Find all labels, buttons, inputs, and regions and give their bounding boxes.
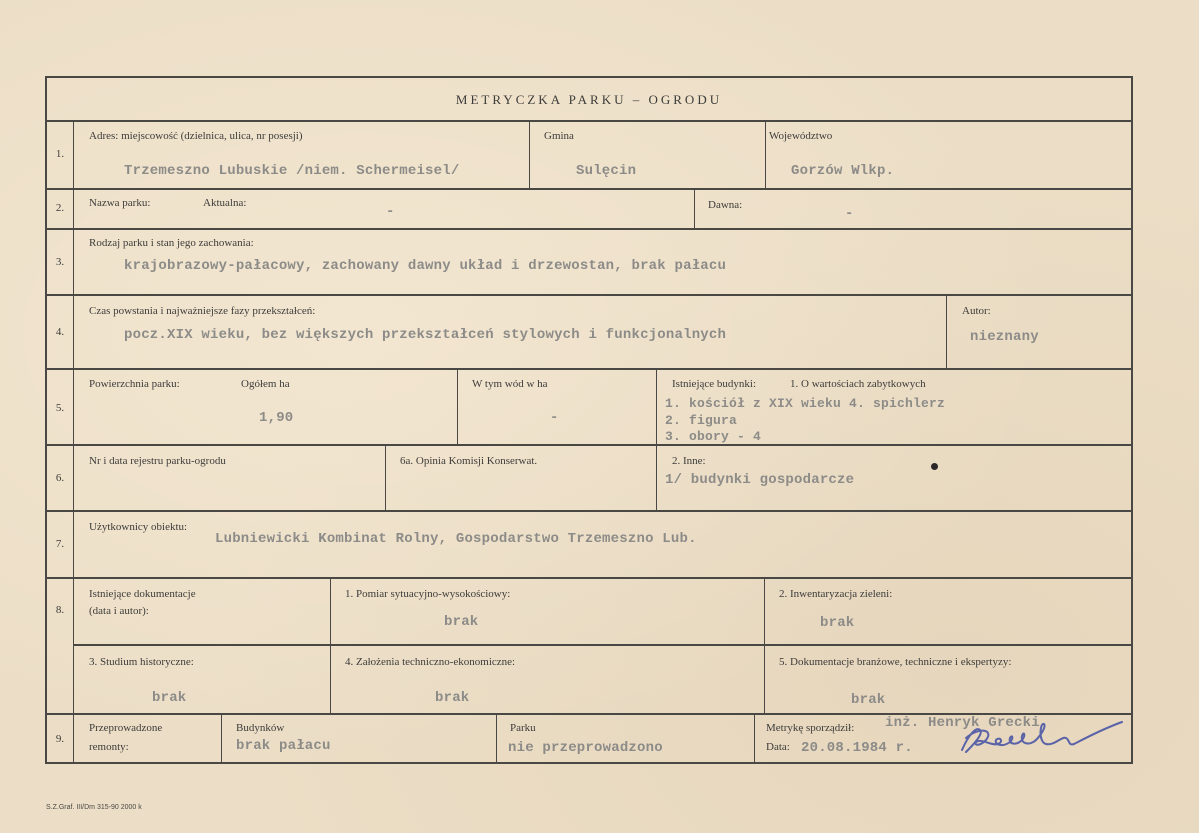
register-label: Nr i data rejestru parku-ogrodu <box>89 455 226 467</box>
repairs-sublabel: remonty: <box>89 741 129 753</box>
users-value: Lubniewicki Kombinat Rolny, Gospodarstwo Trzemeszno Lub. <box>215 531 697 547</box>
cell-divider <box>221 713 222 764</box>
tech-econ-value: brak <box>435 690 470 706</box>
voivodeship-value: Gorzów Wlkp. <box>791 163 895 179</box>
row-number: 1. <box>55 148 65 160</box>
form-footer-code: S.Z.Graf. III/Dm 315-90 2000 k <box>46 804 142 811</box>
cell-divider <box>754 713 755 764</box>
park-type-value: krajobrazowy-pałacowy, zachowany dawny układ i drzewostan, brak pałacu <box>124 258 727 274</box>
cell-divider <box>764 577 765 713</box>
author-value: nieznany <box>970 329 1039 345</box>
cell-divider <box>529 120 530 188</box>
cell-divider <box>330 577 331 713</box>
cell-divider <box>765 120 766 188</box>
compiled-by-label: Metrykę sporządził: <box>766 722 855 734</box>
former-name-label: Dawna: <box>708 199 743 211</box>
water-area-value: - <box>550 410 559 426</box>
cell-divider <box>496 713 497 764</box>
current-name-value: - <box>386 204 395 220</box>
row-divider <box>45 577 1133 579</box>
gmina-label: Gmina <box>544 130 574 142</box>
historical-study-value: brak <box>152 690 187 706</box>
row-number: 2. <box>55 202 65 214</box>
greenery-inventory-value: brak <box>820 615 855 631</box>
water-area-label: W tym wód w ha <box>472 378 548 390</box>
cell-divider <box>946 294 947 368</box>
cell-divider <box>457 368 458 444</box>
voivodeship-label: Województwo <box>769 130 833 142</box>
author-label: Autor: <box>962 305 991 317</box>
existing-docs-label: Istniejące dokumentacje <box>89 588 196 600</box>
tech-econ-label: 4. Założenia techniczno-ekonomiczne: <box>345 656 516 668</box>
historic-buildings-line: 1. kościół z XIX wieku 4. spichlerz <box>665 396 946 411</box>
creation-time-label: Czas powstania i najważniejsze fazy przekształceń: <box>89 305 316 317</box>
gmina-value: Sulęcin <box>576 163 637 179</box>
row-divider <box>45 294 1133 296</box>
area-total-value: 1,90 <box>259 410 294 426</box>
buildings-repairs-label: Budynków <box>236 722 285 734</box>
former-name-value: - <box>845 206 854 222</box>
cell-divider <box>694 188 695 228</box>
historic-buildings-label: 1. O wartościach zabytkowych <box>790 378 926 390</box>
current-name-label: Aktualna: <box>203 197 247 209</box>
date-label: Data: <box>766 741 790 753</box>
area-total-label: Ogółem ha <box>241 378 290 390</box>
row-divider <box>73 644 1131 646</box>
park-name-label: Nazwa parku: <box>89 197 151 209</box>
row-number: 5. <box>55 402 65 414</box>
commission-opinion-label: 6a. Opinia Komisji Konserwat. <box>400 455 538 467</box>
cell-divider <box>385 444 386 510</box>
buildings-repairs-value: brak pałacu <box>236 738 331 754</box>
handwritten-signature <box>950 716 1130 766</box>
historic-buildings-line: 3. obory - 4 <box>665 429 762 444</box>
branch-docs-value: brak <box>851 692 886 708</box>
row-number: 9. <box>55 733 65 745</box>
row-divider <box>45 228 1133 230</box>
cell-divider <box>656 368 657 444</box>
existing-buildings-label: Istniejące budynki: <box>672 378 757 390</box>
historic-buildings-line: 2. figura <box>665 413 738 428</box>
row-divider <box>45 188 1133 190</box>
row-number: 6. <box>55 472 65 484</box>
row-divider <box>45 444 1133 446</box>
number-column-divider <box>73 120 74 764</box>
park-repairs-value: nie przeprowadzono <box>508 740 663 756</box>
other-buildings-value: 1/ budynki gospodarcze <box>665 472 855 488</box>
other-buildings-label: 2. Inne: <box>672 455 706 467</box>
park-repairs-label: Parku <box>510 722 536 734</box>
address-value: Trzemeszno Lubuskie /niem. Schermeisel/ <box>124 163 460 179</box>
row-number: 4. <box>55 326 65 338</box>
survey-label: 1. Pomiar sytuacyjno-wysokościowy: <box>345 588 511 600</box>
greenery-inventory-label: 2. Inwentaryzacja zieleni: <box>779 588 893 600</box>
ink-dot <box>931 463 938 470</box>
area-label: Powierzchnia parku: <box>89 378 180 390</box>
row-divider <box>45 368 1133 370</box>
compiled-by-value: inż. Henryk Grecki <box>885 715 1040 731</box>
park-type-label: Rodzaj parku i stan jego zachowania: <box>89 237 254 249</box>
creation-time-value: pocz.XIX wieku, bez większych przekształceń stylowych i funkcjonalnych <box>124 327 727 343</box>
date-value: 20.08.1984 r. <box>801 740 913 756</box>
users-label: Użytkownicy obiektu: <box>89 521 188 533</box>
row-number: 7. <box>55 538 65 550</box>
survey-value: brak <box>444 614 479 630</box>
row-number: 8. <box>55 604 65 616</box>
row-divider <box>45 120 1133 122</box>
existing-docs-sublabel: (data i autor): <box>89 605 149 617</box>
row-divider <box>45 510 1133 512</box>
cell-divider <box>656 444 657 510</box>
address-label: Adres: miejscowość (dzielnica, ulica, nr posesji) <box>89 130 303 142</box>
form-title: METRYCZKA PARKU – OGRODU <box>455 92 723 107</box>
branch-docs-label: 5. Dokumentacje branżowe, techniczne i ekspertyzy: <box>779 656 1012 668</box>
row-number: 3. <box>55 256 65 268</box>
repairs-label: Przeprowadzone <box>89 722 163 734</box>
historical-study-label: 3. Studium historyczne: <box>89 656 194 668</box>
